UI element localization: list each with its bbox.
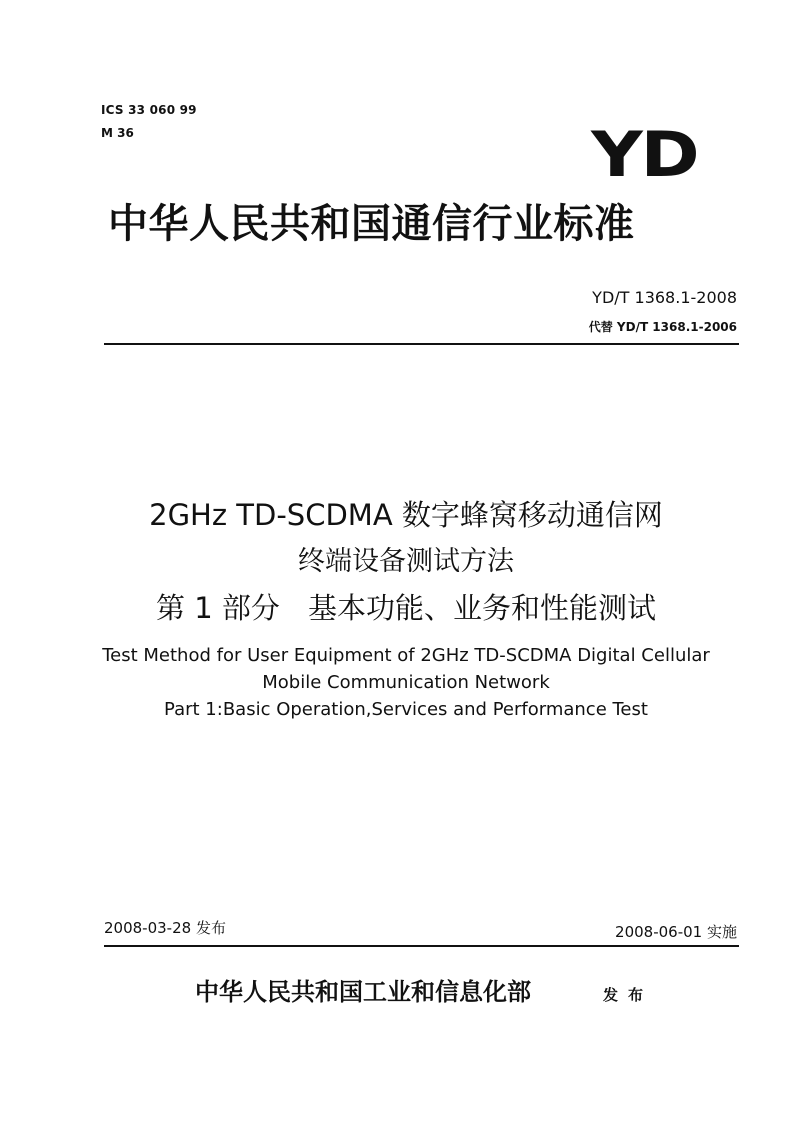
title-zh-part-title: 基本功能、业务和性能测试: [307, 591, 656, 625]
standard-category-title: 中华人民共和国通信行业标准: [108, 201, 635, 247]
ics-code: ICS 33 060 99: [101, 103, 197, 117]
title-en-line1: Test Method for User Equipment of 2GHz TD-SCDMA Digital Cellular: [102, 645, 710, 666]
standard-number: YD/T 1368.1-2008: [592, 288, 737, 307]
publisher: 中华人民共和国工业和信息化部: [195, 978, 531, 1006]
title-en-line3: Part 1:Basic Operation,Services and Performance Test: [164, 699, 648, 720]
title-en-line2: Mobile Communication Network: [262, 672, 550, 693]
title-zh-line1: 2GHz TD-SCDMA 数字蜂窝移动通信网: [149, 498, 663, 532]
title-zh-part-line: [0, 586, 812, 627]
yd-logo: YD: [590, 118, 697, 191]
top-divider: [104, 343, 739, 345]
bottom-divider: [104, 945, 739, 947]
title-zh-part: 第 1 部分: [156, 591, 280, 625]
title-zh-line2: 终端设备测试方法: [298, 546, 514, 577]
publisher-action: 发布: [603, 986, 654, 1004]
category-code: M 36: [101, 126, 134, 140]
replaces-note: 代替 YD/T 1368.1-2006: [588, 320, 737, 334]
issue-date: 2008-03-28 发布: [104, 919, 226, 937]
implementation-date: 2008-06-01 实施: [615, 923, 737, 941]
